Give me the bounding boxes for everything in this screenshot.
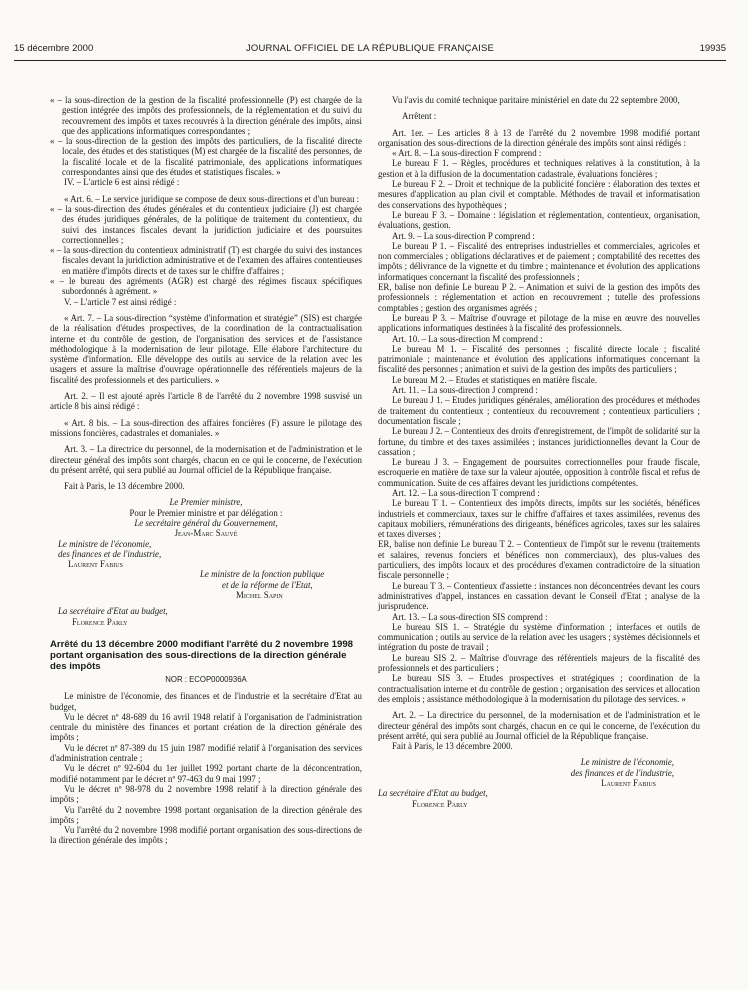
- left-column: [50, 95, 362, 846]
- paragraph: « – la sous-direction de la gestion de la fiscalité professionnelle (P) est chargée de la gestion intégrée des impôts des professionnels, de la réglementation et du suivi du recouvrement des impôts et taxes recouvrés à la direction générale des impôts, ainsi que des applications informatiques correspondantes ;: [50, 95, 362, 136]
- paragraph: Le bureau J 3. – Engagement de poursuites correctionnelles pour fraude fiscale, escroquerie en matière de taxe sur la valeur ajoutée, opposition à contrôle fiscal et refus de communication. Suite de ces affaires devant les juridictions compétentes.: [378, 457, 700, 488]
- signatory-name: Laurent Fabius: [68, 559, 123, 570]
- paragraph: Le bureau M 2. – Etudes et statistiques en matière fiscale.: [392, 374, 598, 385]
- signatory-name: Laurent Fabius: [601, 778, 656, 788]
- signature-role: Le Premier ministre,: [169, 497, 243, 508]
- signatory-name: Florence Parly: [412, 798, 468, 809]
- signature-role: et de la réforme de l'Etat,: [222, 579, 313, 590]
- nor-reference: NOR : ECOP0000936A: [165, 674, 247, 684]
- paragraph: V. – L'article 7 est ainsi rédigé :: [64, 296, 177, 307]
- paragraph: Le bureau SIS 3. – Etudes prospectives et stratégiques ; coordination de la contractualisation interne et du contrôle de gestion ; organisation des services et allocation des emplois ; assistance méthodologique à la modernisation du pilotage des services. »: [378, 673, 700, 704]
- paragraph: « Art. 6. – Le service juridique se compose de deux sous-directions et d'un bureau :: [64, 193, 360, 204]
- paragraph: Vu l'avis du comité technique paritaire ministériel en date du 22 septembre 2000,: [392, 95, 680, 105]
- paragraph: Le bureau SIS 1. – Stratégie du système d'information ; interfaces et outils de communication ; outils au service de la relation avec les usagers ; systèmes décisionnels et intégration du poste de travail ;: [378, 621, 700, 653]
- header-journal-title: JOURNAL OFFICIEL DE LA RÉPUBLIQUE FRANÇAISE: [245, 43, 495, 54]
- header-date: 15 décembre 2000: [14, 43, 94, 54]
- right-column: [378, 95, 700, 809]
- paragraph: Art. 10. – La sous-direction M comprend :: [392, 333, 543, 344]
- paragraph: Art. 1er. – Les articles 8 à 13 de l'arrêté du 2 novembre 1998 modifié portant organisation des sous-directions de la direction générale des impôts sont ainsi rédigés :: [378, 127, 700, 148]
- signature-role: La secrétaire d'Etat au budget,: [58, 606, 168, 617]
- paragraph: Art. 2. – Il est ajouté après l'article 8 de l'arrêté du 2 novembre 1998 susvisé un article 8 bis ainsi rédigé :: [50, 391, 362, 412]
- paragraph: Le bureau J 2. – Contentieux des droits d'enregistrement, de l'impôt de solidarité sur la fortune, du timbre et des taxes assimilées ; instances juridictionnelles devant la Cour de cassation ;: [378, 426, 700, 457]
- paragraph: « – la sous-direction de la gestion des impôts des particuliers, de la fiscalité directe locale, des études et des statistiques (M) est chargée de la fiscalité des personnes, de la fiscalité locale et de la fiscalité patrimoniale, des applications informatiques correspondantes ainsi que des études et statistiques fiscales. »: [50, 136, 362, 178]
- paragraph: Art. 9. – La sous-direction P comprend :: [392, 230, 535, 241]
- paragraph: Le bureau P 3. – Maîtrise d'ouvrage et pilotage de la mise en œuvre des nouvelles applications informatiques destinées à la fiscalité des professionnels.: [378, 312, 700, 334]
- paragraph: ER, balise non definie Le bureau T 2. – Contentieux de l'impôt sur le revenu (traitements et salaires, revenus fonciers et bénéfices non commerciaux), des plus-values des particuliers, des impôts locaux et des procédures d'examen contradictoire de la situation fiscale personnelle ;: [378, 539, 700, 581]
- paragraph: Le bureau SIS 2. – Maîtrise d'ouvrage des référentiels majeurs de la fiscalité des professionnels et des particuliers ;: [378, 652, 700, 674]
- paragraph: ER, balise non definie Le bureau P 2. – Animation et suivi de la gestion des impôts des professionnels : réglementation et action en recouvrement ; tutelle des professions comptables ; gestion des organismes agréés ;: [378, 282, 700, 313]
- paragraph: « Art. 8 bis. – La sous-direction des affaires foncières (F) assure le pilotage des missions foncières, cadastrales et domaniales. »: [50, 417, 362, 438]
- signature-role: Le ministre de l'économie,: [580, 757, 674, 768]
- paragraph: Art. 12. – La sous-direction T comprend :: [392, 487, 540, 498]
- signature-role: La secrétaire d'Etat au budget,: [378, 788, 488, 799]
- header-rule: [14, 60, 726, 61]
- paragraph: Vu le décret nº 98-978 du 2 novembre 1998 relatif à la direction générale des impôts ;: [50, 783, 362, 805]
- paragraph: Vu l'arrêté du 2 novembre 1998 modifié portant organisation des sous-directions de la direction générale des impôts ;: [50, 825, 362, 846]
- signatory-name: Michel Sapin: [236, 590, 283, 601]
- arretent-line: Arrêtent :: [402, 111, 437, 122]
- paragraph: Le ministre de l'économie, des finances et de l'industrie et la secrétaire d'Etat au budget,: [50, 691, 362, 712]
- signature-role: Le ministre de la fonction publique: [200, 569, 325, 580]
- paragraph: « Art. 8. – La sous-direction F comprend :: [392, 148, 542, 159]
- paragraph: Vu le décret nº 48-689 du 16 avril 1948 relatif à l'organisation de l'administration centrale du ministère des finances et portant création de la direction générale des impôts ;: [50, 711, 362, 743]
- decree-title: Arrêté du 13 décembre 2000 modifiant l'arrêté du 2 novembre 1998 portant organisation des sous-directions de la direction générale des impôts: [50, 638, 354, 672]
- paragraph: Art. 2. – La directrice du personnel, de la modernisation et de l'administration et le directeur général des impôts sont chargés, chacun en ce qui le concerne, de l'exécution du présent arrêté, qui sera publié au Journal officiel de la République française.: [378, 710, 700, 741]
- signature-role: des finances et de l'industrie,: [58, 548, 162, 559]
- paragraph: IV. – L'article 6 est ainsi rédigé :: [64, 177, 180, 188]
- page-header: [14, 44, 726, 58]
- paragraph: Le bureau T 3. – Contentieux d'assiette : instances non déconcentrées devant les cours administratives d'appel, instances en cassation devant le Conseil d'Etat ; analyse de la jurisprudence.: [378, 580, 700, 612]
- paragraph: Le bureau M 1. – Fiscalité des personnes ; fiscalité directe locale ; fiscalité patrimoniale ; maintenance et évolution des applications informatiques concernant la fiscalité des personnes ; animation et suivi de la gestion des impôts des particuliers ;: [378, 343, 700, 375]
- paragraph: « – la sous-direction des études générales et du contentieux judiciaire (J) est chargée des études juridiques générales, de la politique de traitement du contentieux, du suivi des instances fiscales devant la juridiction judiciaire et des poursuites correctionnelles ;: [50, 203, 362, 245]
- paragraph: Vu le décret nº 92-604 du 1er juillet 1992 portant charte de la déconcentration, modifié notamment par le décret nº 97-463 du 9 mai 1997 ;: [50, 763, 362, 784]
- paragraph: Le bureau F 1. – Règles, procédures et techniques relatives à la constitution, à la gestion et à la diffusion de la documentation cadastrale, évaluations foncières ;: [378, 158, 700, 179]
- fait-line: Fait à Paris, le 13 décembre 2000.: [392, 741, 513, 752]
- signature-role: Le secrétaire général du Gouvernement,: [134, 517, 278, 528]
- paragraph: Art. 13. – La sous-direction SIS comprend :: [392, 611, 548, 622]
- paragraph: Vu l'arrêté du 2 novembre 1998 portant organisation de la direction générale des impôts ;: [50, 804, 362, 825]
- signatory-name: Jean-Marc Sauvé: [174, 528, 238, 539]
- paragraph: Le bureau F 2. – Droit et technique de la publicité foncière : élaboration des textes et mesures d'application au plan civil et comptable. Méthodes de travail et informatisation des conservations des hypothèques ;: [378, 179, 700, 210]
- paragraph: Vu le décret nº 87-389 du 15 juin 1987 modifié relatif à l'organisation des services d'administration centrale ;: [50, 742, 362, 764]
- paragraph: Le bureau P 1. – Fiscalité des entreprises industrielles et commerciales, agricoles et non commerciales ; obligations déclaratives et de paiement ; comptabilité des recettes des impôts ; délivrance de la vignette et du timbre ; maintenance et évolution des applications informatiques concernant la fiscalité des professionnels ;: [378, 240, 700, 282]
- paragraph: « Art. 7. – La sous-direction “système d'information et stratégie” (SIS) est chargée de la réalisation d'études prospectives, de la coordination de la contractualisation interne et du contrôle de gestion, de l'organisation des services et de l'assistance méthodologique à la modernisation de leur pilotage. Elle élabore l'architecture du système d'information. Elle développe des outils au service de la relation avec les usagers et assure la maîtrise d'ouvrage opérationnelle des référentiels majeurs de la fiscalité des professionnels et des particuliers. »: [50, 312, 362, 385]
- signature-role: des finances et de l'industrie,: [570, 767, 674, 778]
- paragraph: Art. 3. – La directrice du personnel, de la modernisation et de l'administration et le directeur général des impôts sont chargés, chacun en ce qui le concerne, de l'exécution du présent arrêté, qui sera publié au Journal officiel de la République française.: [50, 444, 362, 475]
- paragraph: Art. 11. – La sous-direction J comprend :: [392, 385, 538, 396]
- signature-role: Le ministre de l'économie,: [58, 538, 152, 549]
- fait-line: Fait à Paris, le 13 décembre 2000.: [64, 481, 185, 492]
- paragraph: Le bureau T 1. – Contentieux des impôts directs, impôts sur les sociétés, bénéfices industriels et commerciaux, taxes sur le chiffre d'affaires et taxes assimilées, revenus des capitaux mobiliers, rémunérations des dirigeants, bénéfices agricoles, taxes sur les salaires et taxes diverses ;: [378, 498, 700, 540]
- header-page-number: 19935: [699, 43, 726, 54]
- paragraph: Le bureau F 3. – Domaine : législation et réglementation, contentieux, organisation, évaluations, gestion.: [378, 209, 700, 231]
- signatory-name: Florence Parly: [72, 616, 128, 627]
- paragraph: « – la sous-direction du contentieux administratif (T) est chargée du suivi des instances fiscales devant la juridiction administrative et de l'examen des affaires contentieuses en matière d'impôts directs et de taxes sur le chiffre d'affaires ;: [50, 245, 362, 276]
- paragraph: « – le bureau des agréments (AGR) est chargé des régimes fiscaux spécifiques subordonnés à agrément. »: [50, 276, 362, 297]
- paragraph: Le bureau J 1. – Etudes juridiques générales, amélioration des procédures et méthodes de traitement du contentieux ; contentieux du recouvrement ; contentieux particuliers ; documentation fiscale ;: [378, 395, 700, 426]
- signature-role: Pour le Premier ministre et par délégation :: [129, 507, 283, 518]
